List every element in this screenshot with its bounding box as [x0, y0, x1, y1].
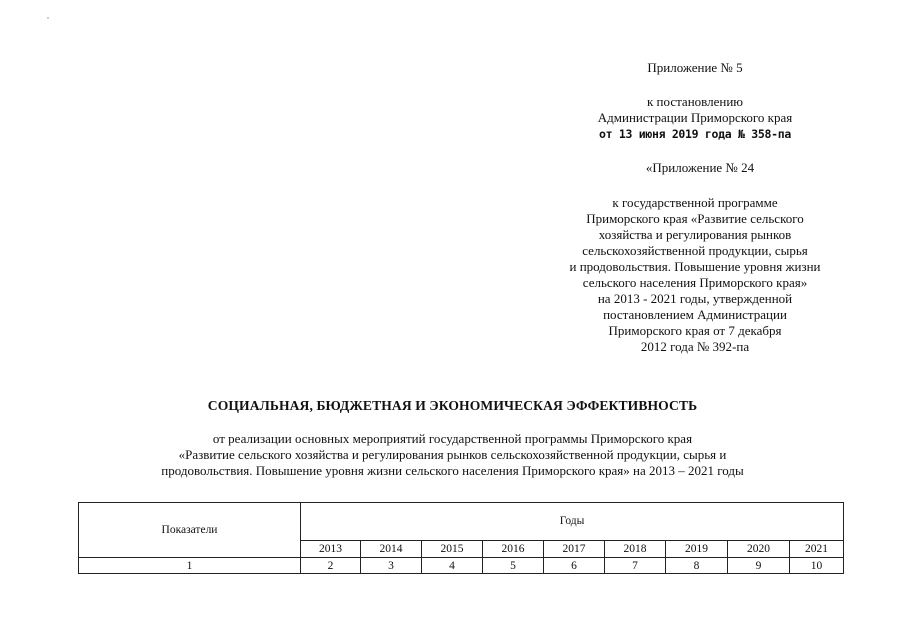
program-line: 2012 года № 392-па [640, 339, 750, 354]
year-cell: 2016 [483, 540, 544, 557]
year-cell: 2017 [544, 540, 605, 557]
column-number-cell: 3 [361, 558, 422, 574]
column-number-cell: 5 [483, 558, 544, 574]
column-number-cell: 4 [422, 558, 483, 574]
table-header-row [79, 503, 844, 541]
quote-appendix-text: «Приложение № 24 [645, 160, 755, 175]
resolution-date-stamp: от 13 июня 2019 года № 358-па [598, 127, 792, 141]
years-header-cell: Годы [301, 503, 844, 541]
program-reference [530, 195, 860, 355]
to-resolution-line: к постановлению [646, 94, 744, 109]
program-line: сельского населения Приморского края» [582, 275, 808, 290]
year-cell: 2014 [361, 540, 422, 557]
subtitle-line: продовольствия. Повышение уровня жизни сельского населения Приморского края» на 2013 – 2021 годы [161, 463, 744, 478]
column-number-cell: 2 [301, 558, 361, 574]
program-line: хозяйства и регулирования рынков [598, 227, 792, 242]
program-line: на 2013 - 2021 годы, утвержденной [597, 291, 793, 306]
appendix-text: Приложение № 5 [647, 60, 743, 75]
subtitle-line: «Развитие сельского хозяйства и регулирования рынков сельскохозяйственной продукции, сырья и [178, 447, 727, 462]
program-line: сельскохозяйственной продукции, сырья [582, 243, 808, 258]
year-cell: 2013 [301, 540, 361, 557]
year-cell: 2015 [422, 540, 483, 557]
quote-appendix-label [600, 160, 800, 176]
table-number-row [79, 558, 844, 574]
year-cell: 2020 [728, 540, 790, 557]
program-line: и продовольствия. Повышение уровня жизни [569, 259, 821, 274]
efficiency-table [78, 502, 844, 574]
year-cell: 2018 [605, 540, 666, 557]
indicators-header-cell: Показатели [79, 503, 301, 558]
administration-line: Администрации Приморского края [597, 110, 793, 125]
program-line: Приморского края от 7 декабря [608, 323, 782, 338]
appendix-label [600, 60, 790, 76]
program-line: постановлением Администрации [603, 307, 787, 322]
document-subtitle [0, 431, 905, 479]
resolution-reference [560, 94, 830, 142]
column-number-cell: 1 [79, 558, 301, 574]
column-number-cell: 9 [728, 558, 790, 574]
document-title: СОЦИАЛЬНАЯ, БЮДЖЕТНАЯ И ЭКОНОМИЧЕСКАЯ ЭФФЕКТИВНОСТЬ [207, 398, 698, 413]
column-number-cell: 10 [790, 558, 844, 574]
column-number-cell: 8 [666, 558, 728, 574]
subtitle-line: от реализации основных мероприятий государственной программы Приморского края [212, 431, 693, 446]
scan-artifact-dot [47, 17, 49, 19]
year-cell: 2019 [666, 540, 728, 557]
column-number-cell: 6 [544, 558, 605, 574]
program-line: Приморского края «Развитие сельского [586, 211, 804, 226]
program-line: к государственной программе [612, 195, 778, 210]
year-cell: 2021 [790, 540, 844, 557]
column-number-cell: 7 [605, 558, 666, 574]
